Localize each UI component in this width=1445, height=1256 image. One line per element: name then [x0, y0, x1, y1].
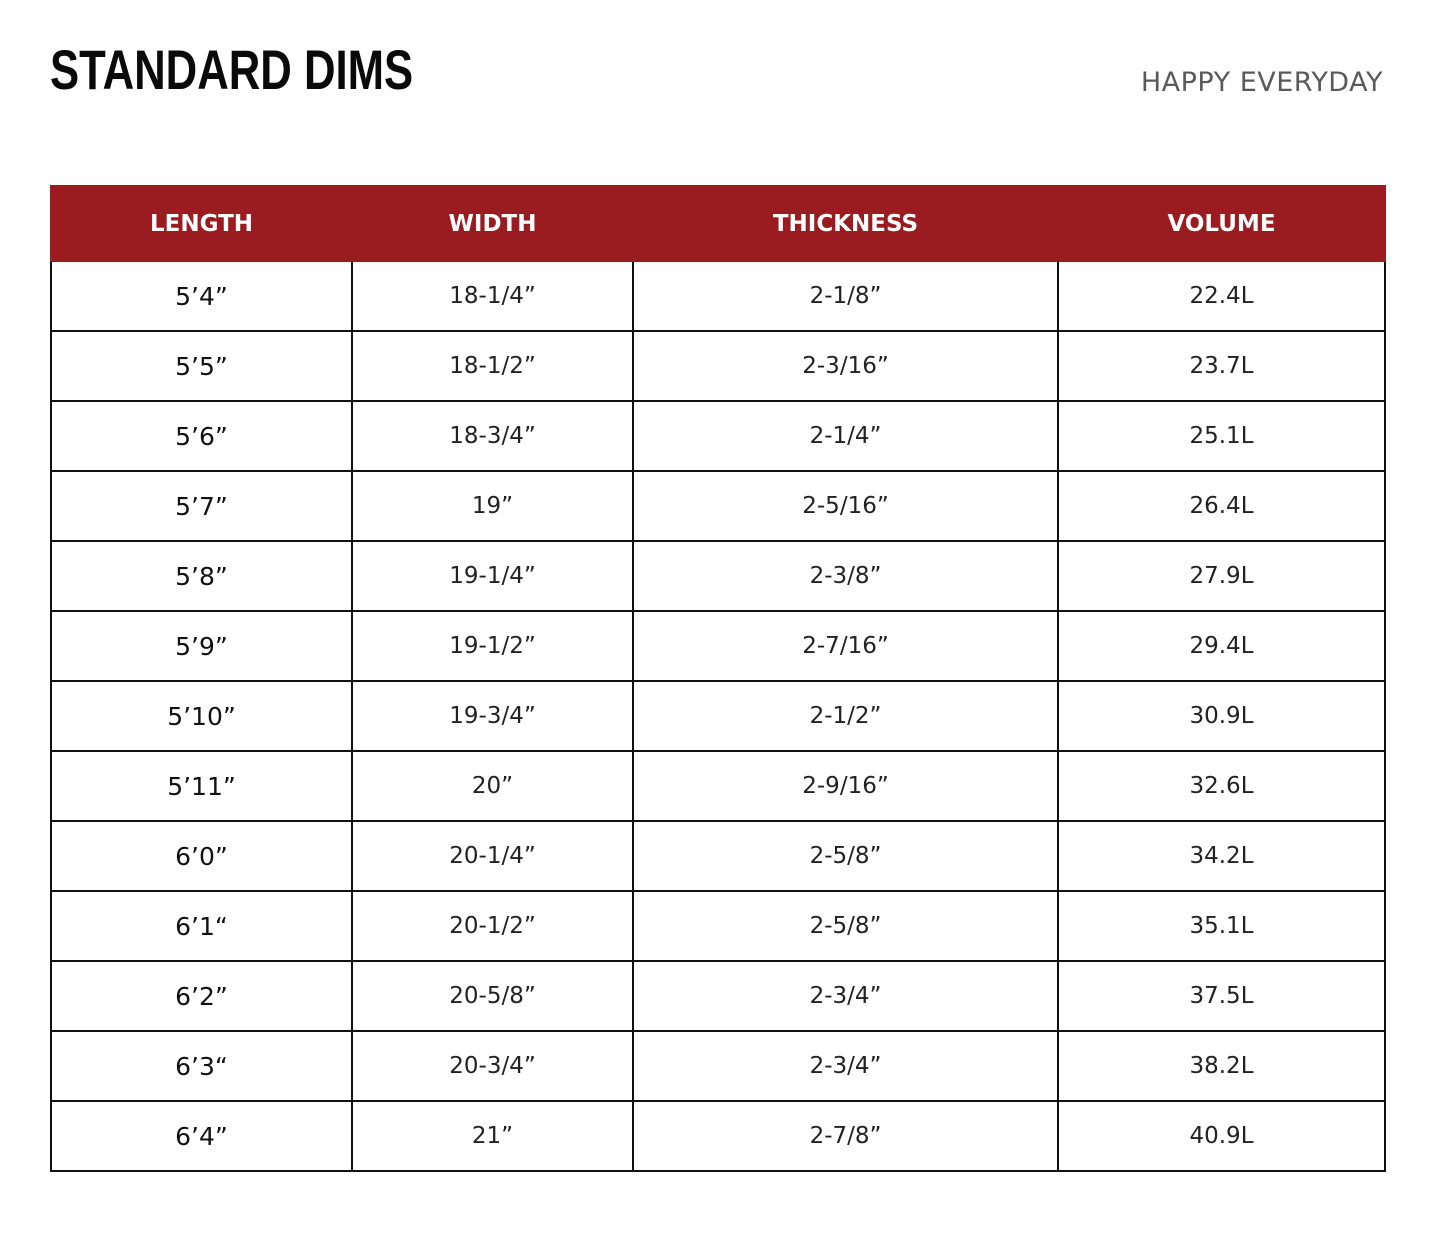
column-header-volume: VOLUME	[1058, 186, 1385, 261]
volume-cell: 22.4L	[1058, 261, 1385, 331]
header-row	[51, 186, 1385, 261]
width-cell: 18-1/2”	[352, 331, 633, 401]
volume-cell: 26.4L	[1058, 471, 1385, 541]
length-cell: 5’11”	[51, 751, 352, 821]
length-cell: 5’6”	[51, 401, 352, 471]
width-cell: 20-3/4”	[352, 1031, 633, 1101]
volume-cell: 27.9L	[1058, 541, 1385, 611]
volume-cell: 37.5L	[1058, 961, 1385, 1031]
length-cell: 5’4”	[51, 261, 352, 331]
volume-cell: 38.2L	[1058, 1031, 1385, 1101]
table-row	[51, 1101, 1385, 1171]
table-header	[51, 186, 1385, 261]
volume-cell: 23.7L	[1058, 331, 1385, 401]
width-cell: 20-5/8”	[352, 961, 633, 1031]
table-row	[51, 681, 1385, 751]
width-cell: 20-1/4”	[352, 821, 633, 891]
page-title: STANDARD DIMS	[50, 38, 414, 101]
length-cell: 5’5”	[51, 331, 352, 401]
thickness-cell: 2-1/2”	[633, 681, 1058, 751]
volume-cell: 32.6L	[1058, 751, 1385, 821]
thickness-cell: 2-3/4”	[633, 1031, 1058, 1101]
column-header-length: LENGTH	[51, 186, 352, 261]
width-cell: 19-1/2”	[352, 611, 633, 681]
length-cell: 6’3“	[51, 1031, 352, 1101]
length-cell: 5’10”	[51, 681, 352, 751]
column-header-width: WIDTH	[352, 186, 633, 261]
model-name: HAPPY EVERYDAY	[1140, 67, 1383, 98]
thickness-cell: 2-3/16”	[633, 331, 1058, 401]
table-row	[51, 821, 1385, 891]
table-row	[51, 541, 1385, 611]
volume-cell: 40.9L	[1058, 1101, 1385, 1171]
width-cell: 19-1/4”	[352, 541, 633, 611]
width-cell: 20-1/2”	[352, 891, 633, 961]
length-cell: 5’9”	[51, 611, 352, 681]
thickness-cell: 2-7/8”	[633, 1101, 1058, 1171]
column-header-thickness: THICKNESS	[633, 186, 1058, 261]
width-cell: 18-3/4”	[352, 401, 633, 471]
table-row	[51, 1031, 1385, 1101]
volume-cell: 35.1L	[1058, 891, 1385, 961]
table-row	[51, 611, 1385, 681]
width-cell: 20”	[352, 751, 633, 821]
table-row	[51, 891, 1385, 961]
thickness-cell: 2-5/8”	[633, 821, 1058, 891]
volume-cell: 30.9L	[1058, 681, 1385, 751]
length-cell: 6’0”	[51, 821, 352, 891]
table-row	[51, 961, 1385, 1031]
thickness-cell: 2-1/8”	[633, 261, 1058, 331]
width-cell: 19”	[352, 471, 633, 541]
volume-cell: 25.1L	[1058, 401, 1385, 471]
thickness-cell: 2-7/16”	[633, 611, 1058, 681]
table-row	[51, 471, 1385, 541]
thickness-cell: 2-5/8”	[633, 891, 1058, 961]
width-cell: 19-3/4”	[352, 681, 633, 751]
width-cell: 18-1/4”	[352, 261, 633, 331]
table-body	[51, 261, 1385, 1171]
table-row	[51, 331, 1385, 401]
length-cell: 6’4”	[51, 1101, 352, 1171]
table-row	[51, 401, 1385, 471]
thickness-cell: 2-9/16”	[633, 751, 1058, 821]
thickness-cell: 2-5/16”	[633, 471, 1058, 541]
dimensions-table	[50, 185, 1386, 1172]
width-cell: 21”	[352, 1101, 633, 1171]
length-cell: 6’1“	[51, 891, 352, 961]
volume-cell: 34.2L	[1058, 821, 1385, 891]
length-cell: 5’8”	[51, 541, 352, 611]
thickness-cell: 2-1/4”	[633, 401, 1058, 471]
volume-cell: 29.4L	[1058, 611, 1385, 681]
length-cell: 5’7”	[51, 471, 352, 541]
length-cell: 6’2”	[51, 961, 352, 1031]
thickness-cell: 2-3/4”	[633, 961, 1058, 1031]
table-row	[51, 751, 1385, 821]
thickness-cell: 2-3/8”	[633, 541, 1058, 611]
table-row	[51, 261, 1385, 331]
